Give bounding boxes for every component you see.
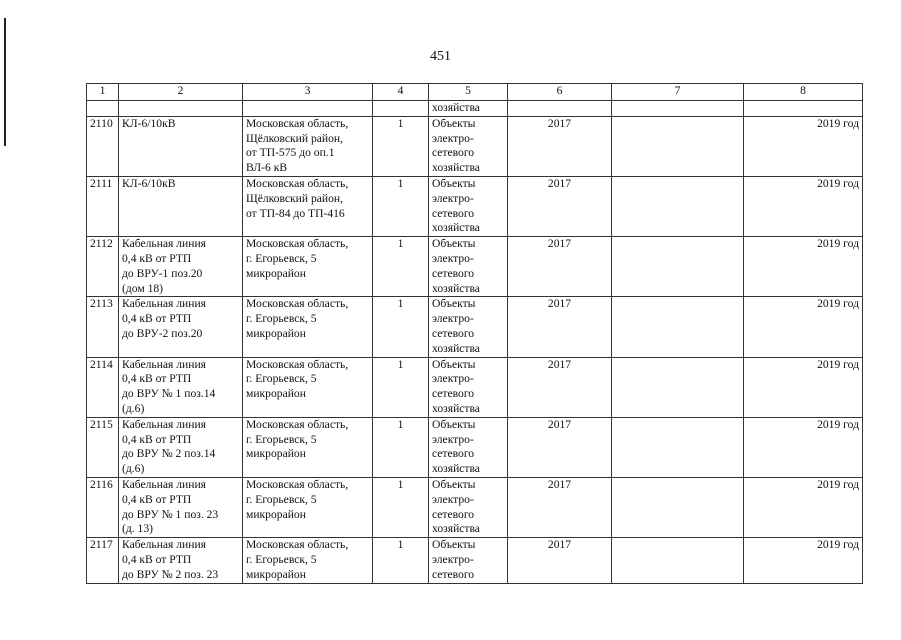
page-number: 451	[430, 49, 451, 64]
cell-line: Московская область,	[246, 538, 349, 552]
cell-address	[243, 417, 373, 477]
cell-address	[243, 357, 373, 417]
cell-line: Объекты	[432, 176, 476, 190]
cell-line: сетевого	[432, 206, 475, 220]
cell-number: 2115	[87, 417, 119, 477]
cell-line: электро-	[432, 552, 474, 566]
cell-line: Щёлковский район,	[246, 131, 344, 145]
objects-table	[86, 83, 863, 584]
cell-year: 2017	[508, 417, 612, 477]
cell-line: сетевого	[432, 567, 475, 581]
cell-address	[243, 116, 373, 176]
cell-quantity: 1	[373, 417, 429, 477]
cell-line: электро-	[432, 131, 474, 145]
cell-quantity: 1	[373, 176, 429, 236]
table-row	[87, 477, 863, 537]
cell-line: Объекты	[432, 417, 476, 431]
cell-line: г. Егорьевск, 5	[246, 552, 317, 566]
cell-line: микрорайон	[246, 567, 306, 581]
cell-column-7	[612, 116, 744, 176]
cell-line: 0,4 кВ от РТП	[122, 251, 192, 265]
cell-line: сетевого	[432, 146, 475, 160]
cell-line: сетевого	[432, 387, 475, 401]
cell-address	[243, 477, 373, 537]
cell-line: г. Егорьевск, 5	[246, 251, 317, 265]
cell-line: хозяйства	[432, 101, 480, 114]
cell-line: г. Егорьевск, 5	[246, 492, 317, 506]
cell-line: до ВРУ № 2 поз. 23	[122, 567, 219, 581]
cell-line: Щёлковский район,	[246, 191, 344, 205]
cell-year: 2017	[508, 176, 612, 236]
cell-line: хозяйства	[432, 161, 480, 175]
cell-line: г. Егорьевск, 5	[246, 312, 317, 326]
cell-line: электро-	[432, 492, 474, 506]
cell-number: 2117	[87, 538, 119, 583]
cell-empty	[373, 101, 429, 117]
cell-line: Московская область,	[246, 357, 349, 371]
cell-line: Кабельная линия	[122, 237, 207, 251]
cell-line: 0,4 кВ от РТП	[122, 312, 192, 326]
cell-line: Объекты	[432, 297, 476, 311]
cell-column-7	[612, 417, 744, 477]
cell-line: от ТП-575 до оп.1	[246, 146, 335, 160]
cell-quantity: 1	[373, 538, 429, 583]
cell-line: Московская область,	[246, 477, 349, 491]
cell-object-name	[119, 357, 243, 417]
cell-line: Объекты	[432, 477, 476, 491]
cell-object-name	[119, 417, 243, 477]
cell-line: ВЛ-6 кВ	[246, 161, 288, 175]
cell-object-type	[429, 477, 508, 537]
cell-line: Кабельная линия	[122, 538, 207, 552]
cell-line: электро-	[432, 432, 474, 446]
cell-term: 2019 год	[744, 477, 863, 537]
cell-column-7	[612, 477, 744, 537]
cell-quantity: 1	[373, 297, 429, 357]
cell-object-name	[119, 538, 243, 583]
cell-line: сетевого	[432, 266, 475, 280]
cell-line: Московская область,	[246, 116, 349, 130]
cell-object-type	[429, 176, 508, 236]
cell-object-type	[429, 237, 508, 297]
cell-line: микрорайон	[246, 447, 306, 461]
column-number: 2	[119, 84, 243, 101]
cell-term: 2019 год	[744, 297, 863, 357]
cell-empty	[612, 101, 744, 117]
cell-line: Московская область,	[246, 297, 349, 311]
cell-line: микрорайон	[246, 387, 306, 401]
cell-object-name	[119, 176, 243, 236]
cell-line: до ВРУ-1 поз.20	[122, 266, 203, 280]
cell-object-type	[429, 101, 508, 117]
cell-term: 2019 год	[744, 357, 863, 417]
cell-line: электро-	[432, 191, 474, 205]
table-row	[87, 357, 863, 417]
cell-line: до ВРУ № 2 поз.14	[122, 447, 216, 461]
cell-term: 2019 год	[744, 417, 863, 477]
column-number-row	[87, 84, 863, 101]
cell-line: микрорайон	[246, 326, 306, 340]
column-number: 1	[87, 84, 119, 101]
cell-line: г. Егорьевск, 5	[246, 372, 317, 386]
cell-column-7	[612, 357, 744, 417]
cell-line: Объекты	[432, 116, 476, 130]
cell-line: Кабельная линия	[122, 417, 207, 431]
cell-line: электро-	[432, 251, 474, 265]
cell-line: Кабельная линия	[122, 477, 207, 491]
table-row	[87, 417, 863, 477]
cell-line: (дом 18)	[122, 281, 164, 295]
cell-object-type	[429, 116, 508, 176]
cell-line: до ВРУ-2 поз.20	[122, 326, 203, 340]
scan-edge-mark	[4, 18, 6, 146]
cell-term: 2019 год	[744, 176, 863, 236]
cell-line: Московская область,	[246, 176, 349, 190]
cell-column-7	[612, 237, 744, 297]
cell-number: 2110	[87, 116, 119, 176]
cell-line: электро-	[432, 312, 474, 326]
table-row	[87, 176, 863, 236]
cell-line: хозяйства	[432, 462, 480, 476]
cell-line: Московская область,	[246, 417, 349, 431]
continuation-row	[87, 101, 863, 117]
cell-object-name	[119, 116, 243, 176]
cell-line: электро-	[432, 372, 474, 386]
cell-address	[243, 297, 373, 357]
cell-year: 2017	[508, 538, 612, 583]
cell-empty	[508, 101, 612, 117]
cell-line: сетевого	[432, 447, 475, 461]
cell-empty	[744, 101, 863, 117]
cell-quantity: 1	[373, 357, 429, 417]
column-number: 7	[612, 84, 744, 101]
table-row	[87, 237, 863, 297]
table-row	[87, 297, 863, 357]
table-row	[87, 116, 863, 176]
cell-column-7	[612, 297, 744, 357]
column-number: 4	[373, 84, 429, 101]
cell-column-7	[612, 176, 744, 236]
cell-object-name	[119, 237, 243, 297]
cell-line: г. Егорьевск, 5	[246, 432, 317, 446]
cell-line: (д.6)	[122, 462, 145, 476]
cell-empty	[119, 101, 243, 117]
cell-line: хозяйства	[432, 341, 480, 355]
cell-line: 0,4 кВ от РТП	[122, 372, 192, 386]
cell-line: хозяйства	[432, 221, 480, 235]
cell-column-7	[612, 538, 744, 583]
cell-line: микрорайон	[246, 507, 306, 521]
cell-number: 2113	[87, 297, 119, 357]
cell-line: сетевого	[432, 326, 475, 340]
cell-line: до ВРУ № 1 поз.14	[122, 387, 216, 401]
cell-line: 0,4 кВ от РТП	[122, 432, 192, 446]
cell-address	[243, 176, 373, 236]
cell-line: Объекты	[432, 538, 476, 552]
cell-year: 2017	[508, 297, 612, 357]
column-number: 3	[243, 84, 373, 101]
cell-address	[243, 538, 373, 583]
cell-line: микрорайон	[246, 266, 306, 280]
cell-line: до ВРУ № 1 поз. 23	[122, 507, 219, 521]
cell-year: 2017	[508, 237, 612, 297]
column-number: 8	[744, 84, 863, 101]
cell-year: 2017	[508, 357, 612, 417]
column-number: 6	[508, 84, 612, 101]
column-number: 5	[429, 84, 508, 101]
cell-line: от ТП-84 до ТП-416	[246, 206, 345, 220]
cell-empty	[243, 101, 373, 117]
cell-empty	[87, 101, 119, 117]
cell-term: 2019 год	[744, 237, 863, 297]
cell-line: 0,4 кВ от РТП	[122, 492, 192, 506]
cell-line: Кабельная линия	[122, 297, 207, 311]
cell-object-type	[429, 538, 508, 583]
cell-line: хозяйства	[432, 281, 480, 295]
cell-quantity: 1	[373, 237, 429, 297]
cell-object-type	[429, 297, 508, 357]
cell-number: 2116	[87, 477, 119, 537]
cell-line: хозяйства	[432, 522, 480, 536]
cell-line: КЛ-6/10кВ	[122, 176, 176, 190]
cell-line: Объекты	[432, 357, 476, 371]
cell-quantity: 1	[373, 477, 429, 537]
cell-number: 2111	[87, 176, 119, 236]
cell-term: 2019 год	[744, 116, 863, 176]
cell-line: Объекты	[432, 237, 476, 251]
cell-number: 2114	[87, 357, 119, 417]
cell-line: (д.6)	[122, 401, 145, 415]
cell-line: КЛ-6/10кВ	[122, 116, 176, 130]
cell-object-name	[119, 297, 243, 357]
cell-line: Кабельная линия	[122, 357, 207, 371]
cell-address	[243, 237, 373, 297]
cell-object-type	[429, 417, 508, 477]
cell-quantity: 1	[373, 116, 429, 176]
cell-number: 2112	[87, 237, 119, 297]
cell-line: хозяйства	[432, 401, 480, 415]
cell-object-name	[119, 477, 243, 537]
table-row	[87, 538, 863, 583]
cell-term: 2019 год	[744, 538, 863, 583]
cell-line: Московская область,	[246, 237, 349, 251]
cell-year: 2017	[508, 477, 612, 537]
cell-line: сетевого	[432, 507, 475, 521]
cell-line: (д. 13)	[122, 522, 154, 536]
cell-year: 2017	[508, 116, 612, 176]
cell-object-type	[429, 357, 508, 417]
cell-line: 0,4 кВ от РТП	[122, 552, 192, 566]
